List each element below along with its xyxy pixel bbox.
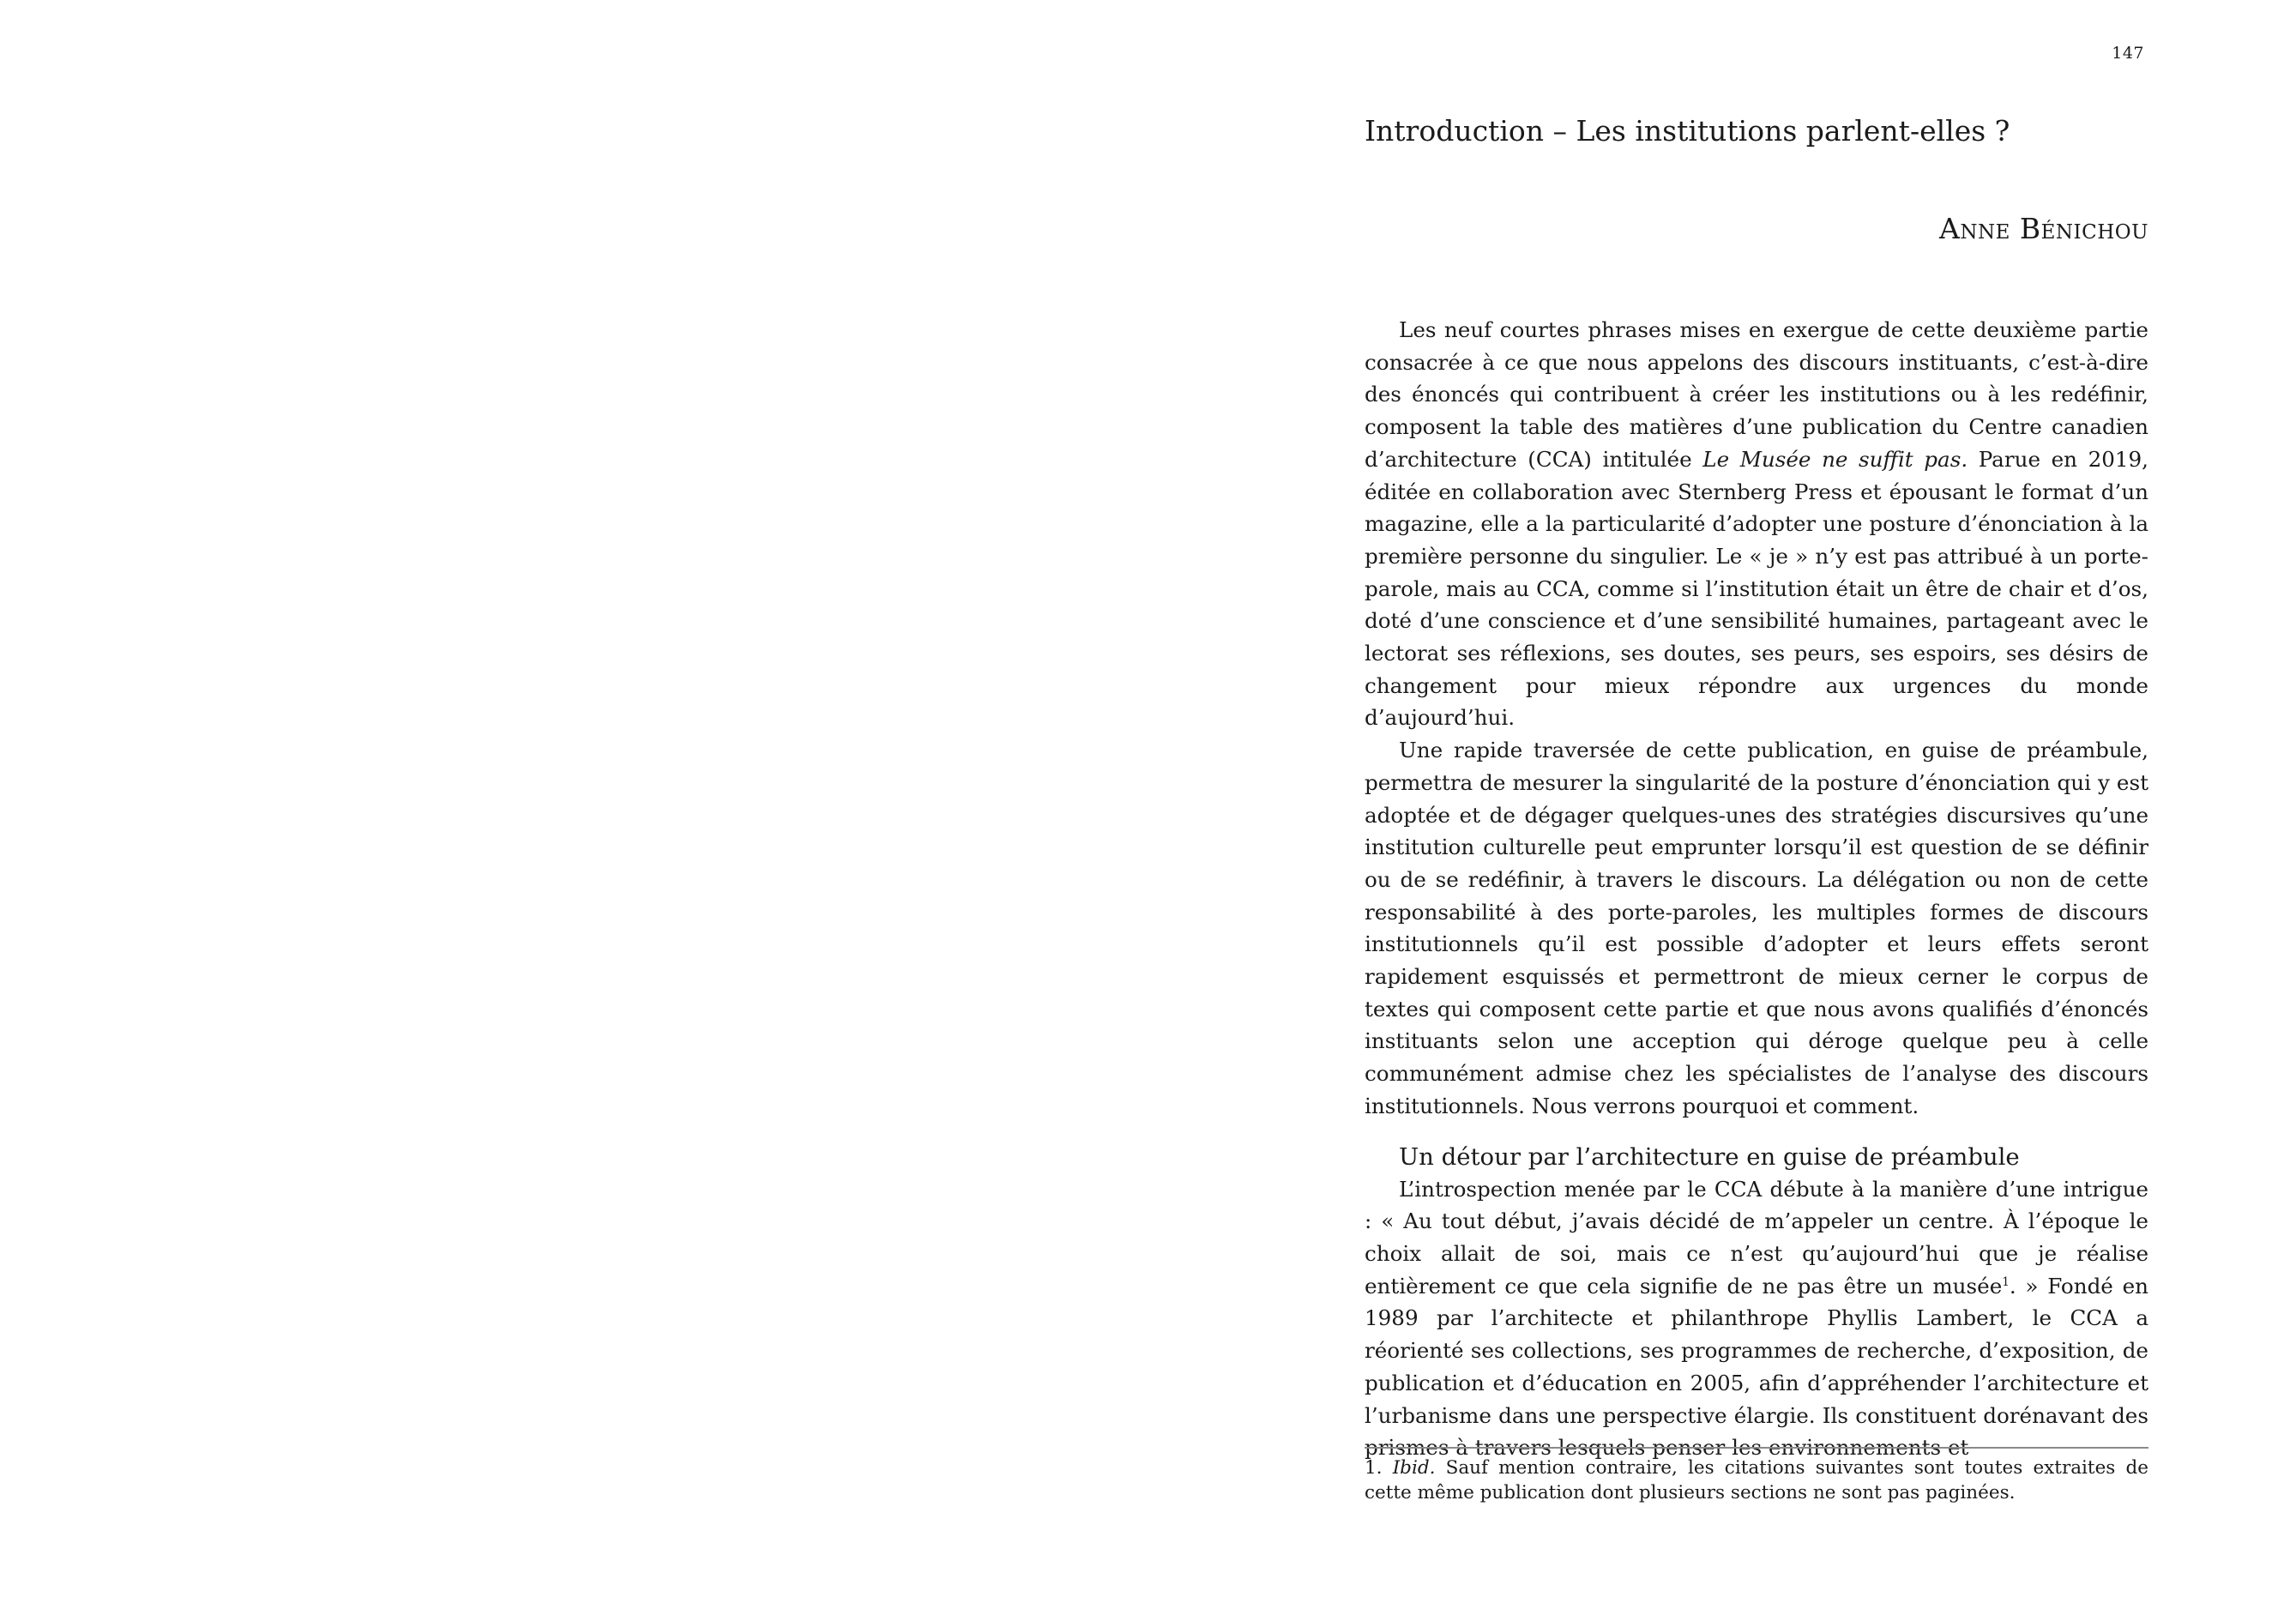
- footnote-number: 1.: [1365, 1457, 1383, 1479]
- paragraph-1-text-b: Parue en 2019, éditée en collaboration avec Sternberg Press et épousant le format d’un magazine, elle a la particularité d’adopter une posture d’énonciation à la première personne du singulier. Le « je » n’y est pas attribué à un porte-parole, mais au CCA, comme si l’institution était un être de chair et d’os, doté d’une conscience et d’une sensibilité humaines, partageant avec le lectorat ses réflexions, ses doutes, ses peurs, ses espoirs, ses désirs de changement pour mieux répondre aux urgences du monde d’aujourd’hui.: [1365, 446, 2148, 731]
- section-heading: Un détour par l’architecture en guise de préambule: [1399, 1142, 2020, 1171]
- body-text: [1365, 314, 2148, 1464]
- footnote-ibid: Ibid.: [1392, 1457, 1436, 1479]
- author-name: Anne Bénichou: [1938, 212, 2148, 245]
- footnote-reference[interactable]: 1: [2002, 1275, 2010, 1289]
- paragraph-1: [1365, 314, 2148, 734]
- publication-title: Le Musée ne suffit pas.: [1702, 446, 1968, 472]
- footnote-divider: [1365, 1447, 2148, 1449]
- footnote-text: Sauf mention contraire, les citations suivantes sont toutes extraites de cette même publication dont plusieurs sections ne sont pas paginées.: [1365, 1457, 2148, 1503]
- paragraph-3-text-b: . » Fondé en 1989 par l’architecte et philanthrope Phyllis Lambert, le CCA a réorienté ses collections, ses programmes de recherche, d’exposition, de publication et d’éducation en 2005, afin d’appréhender l’architecture et l’urbanisme dans une perspective élargie. Ils constituent dorénavant des prismes à travers lesquels penser les environnements et: [1365, 1273, 2148, 1461]
- page-number: 147: [2112, 44, 2144, 63]
- paragraph-2: Une rapide traversée de cette publication, en guise de préambule, permettra de mesurer la singularité de la posture d’énonciation qui y est adoptée et de dégager quelques-unes des stratégies discursives qu’une institution culturelle peut emprunter lorsqu’il est question de se définir ou de se redéfinir, à travers le discours. La délégation ou non de cette responsabilité à des porte-paroles, les multiples formes de discours institutionnels qu’il est possible d’adopter et leurs effets seront rapidement esquissés et permettront de mieux cerner le corpus de textes qui composent cette partie et que nous avons qualifiés d’énoncés instituants selon une acception qui déroge quelque peu à celle communément admise chez les spécialistes de l’analyse des discours institutionnels. Nous verrons pourquoi et comment.: [1365, 738, 2148, 1118]
- paragraph-1-text-a: Les neuf courtes phrases mises en exergue de cette deuxième partie consacrée à ce que nous appelons des discours instituants, c’est-à-dire des énoncés qui contribuent à créer les institutions ou à les redéfinir, composent la table des matières d’une publication du Centre canadien d’architecture (CCA) intitulée: [1365, 317, 2148, 472]
- footnote: [1365, 1455, 2148, 1505]
- paragraph-3: [1365, 1173, 2148, 1464]
- chapter-title: Introduction – Les institutions parlent-elles ?: [1365, 114, 2010, 148]
- paragraph-3-text-a: L’introspection menée par le CCA débute à la manière d’une intrigue : « Au tout début, j’avais décidé de m’appeler un centre. À l’époque le choix allait de soi, mais ce n’est qu’aujourd’hui que je réalise entièrement ce que cela signifie de ne pas être un musée: [1365, 1176, 2148, 1299]
